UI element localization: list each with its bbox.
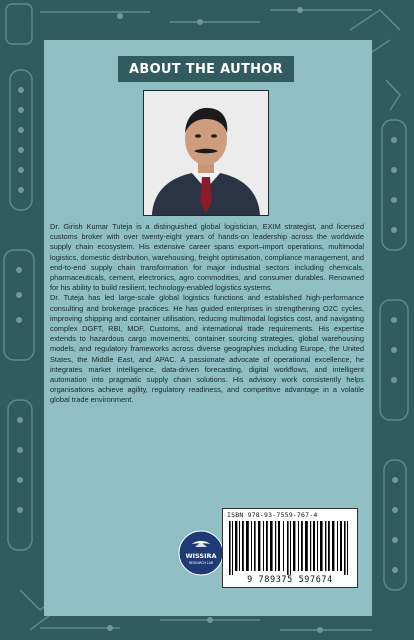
author-photo [143, 90, 269, 216]
page-title: ABOUT THE AUTHOR [118, 56, 294, 82]
author-portrait-illustration [144, 91, 268, 215]
bio-paragraph-2: Dr. Tuteja has led large-scale global logistics functions and established high-performance consulting and brokerage practices. He has guided enterprises in strengthening O2C cycles, improving shipping and container utilisation, reducing multimodal logistics cost, and navigating complex DGFT, RBI, MOF, Customs, and international trade requirements. His expertise extends to hazardous cargo movements, container sourcing strategies, global warehousing models, and regulatory frameworks across diverse geographies including Europe, the United States, the Middle East, and APAC. A passionate advocate of operational excellence, he integrates market intelligence, data-driven forecasting, digital workflows, and intelligent automation into pragmatic supply chain solutions. His advisory work consistently helps organisations achieve agility, regulatory readiness, and competitive advantage in a volatile global trade environment. [50, 293, 364, 405]
publisher-name: WISSIRA [185, 552, 217, 560]
isbn-digits: 9 789375 597674 [247, 575, 333, 585]
barcode-bars [229, 521, 351, 575]
bio-paragraph-1: Dr. Girish Kumar Tuteja is a distinguished global logistician, EXIM strategist, and licensed customs broker with over twenty-eight years of hands-on leadership across the worldwide supply chain ecosystem. His extensive career spans export–import operations, multimodal logistics, domestic distribution, warehousing, freight optimisation, compliance management, and end-to-end supply chain transformation for major industrial sectors including chemicals, pharmaceuticals, cement, electronics, agro commodities, and consumer durables. Renowned for his ability to build resilient, technology-enabled logistics systems. [50, 222, 364, 293]
author-biography [50, 222, 364, 406]
isbn-barcode [222, 508, 358, 588]
publisher-logo [178, 530, 224, 576]
publisher-tagline: RESEARCH LAB [188, 561, 214, 565]
isbn-label: ISBN 978-93-7559-767-4 [227, 511, 318, 519]
